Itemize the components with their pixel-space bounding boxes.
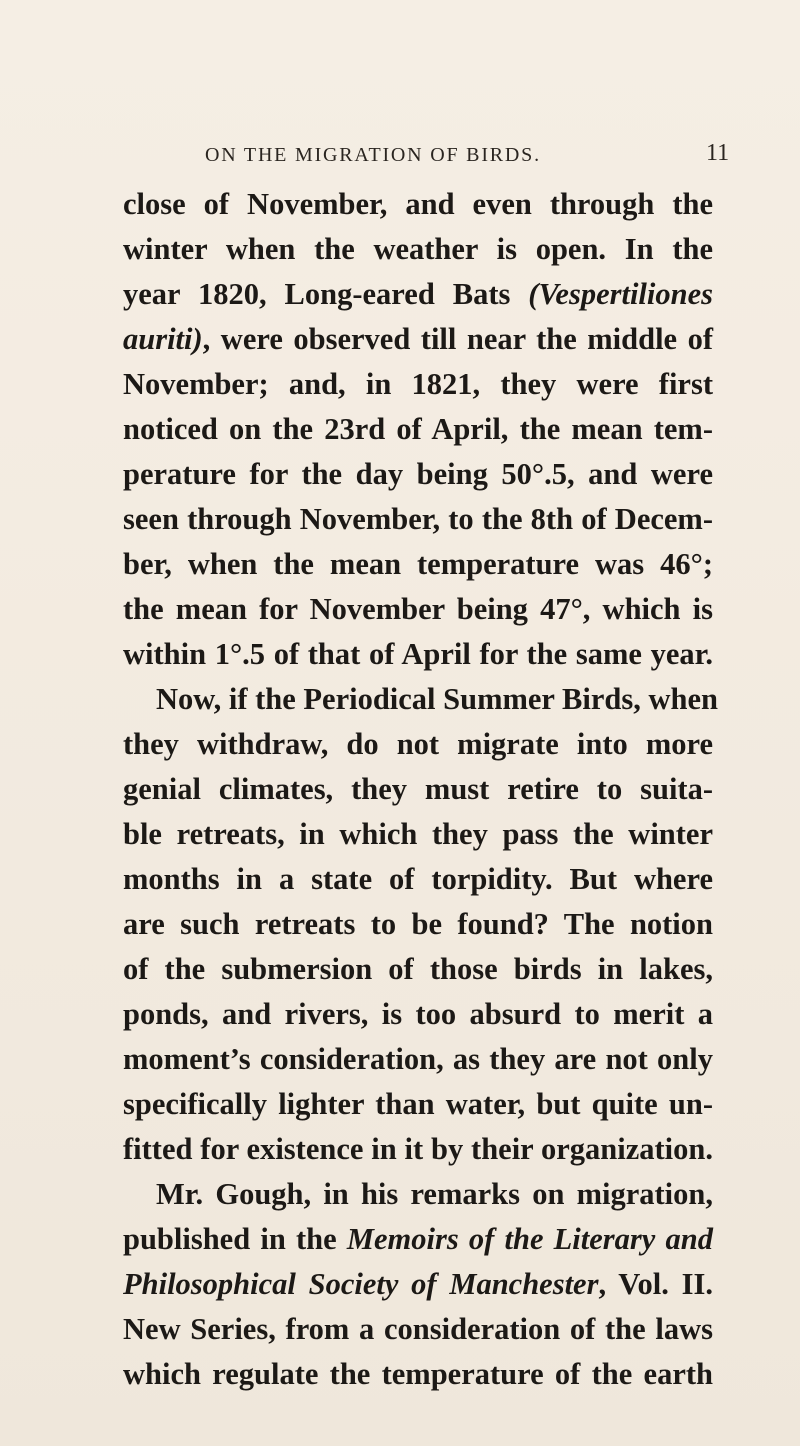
text-line: year 1820, Long-eared Bats (Vespertiliones [123,277,713,311]
text-line: November; and, in 1821, they were first [123,367,713,401]
text-line: New Series, from a consideration of the laws [123,1312,713,1346]
text-line: are such retreats to be found? The notion [123,907,713,941]
running-title: ON THE MIGRATION OF BIRDS. [205,144,541,166]
text-line: noticed on the 23rd of April, the mean tem- [123,412,713,446]
text-line: ble retreats, in which they pass the winter [123,817,713,851]
text-line: specifically lighter than water, but quite un- [123,1087,713,1121]
text-line: within 1°.5 of that of April for the same year. [123,637,713,671]
text-line: Now, if the Periodical Summer Birds, when [156,682,718,716]
text-line: Mr. Gough, in his remarks on migration, [156,1177,713,1211]
text-line: ber, when the mean temperature was 46°; [123,547,713,581]
italic-text: (Vespertiliones [528,277,713,311]
text-line: of the submersion of those birds in lakes, [123,952,713,986]
italic-text: Memoirs of the Literary and [346,1222,713,1256]
text-line: published in the Memoirs of the Literary and [123,1222,713,1256]
text-line: genial climates, they must retire to suita- [123,772,713,806]
italic-text: Philosophical Society of Manchester [123,1267,599,1301]
text-line: they withdraw, do not migrate into more [123,727,713,761]
running-head [0,140,800,170]
text-line: months in a state of torpidity. But where [123,862,713,896]
text-line: which regulate the temperature of the earth [123,1357,713,1391]
text-line: perature for the day being 50°.5, and were [123,457,713,491]
text-line: Philosophical Society of Manchester, Vol. II. [123,1267,713,1301]
italic-text: auriti) [123,322,203,356]
text-line: ponds, and rivers, is too absurd to merit a [123,997,713,1031]
text-line: fitted for existence in it by their organization. [123,1132,713,1166]
text-line: moment’s consideration, as they are not only [123,1042,713,1076]
text-line: auriti), were observed till near the middle of [123,322,713,356]
page-number: 11 [706,140,730,166]
text-line: the mean for November being 47°, which is [123,592,713,626]
text-line: seen through November, to the 8th of Decem- [123,502,713,536]
text-line: winter when the weather is open. In the [123,232,713,266]
text-line: close of November, and even through the [123,187,713,221]
